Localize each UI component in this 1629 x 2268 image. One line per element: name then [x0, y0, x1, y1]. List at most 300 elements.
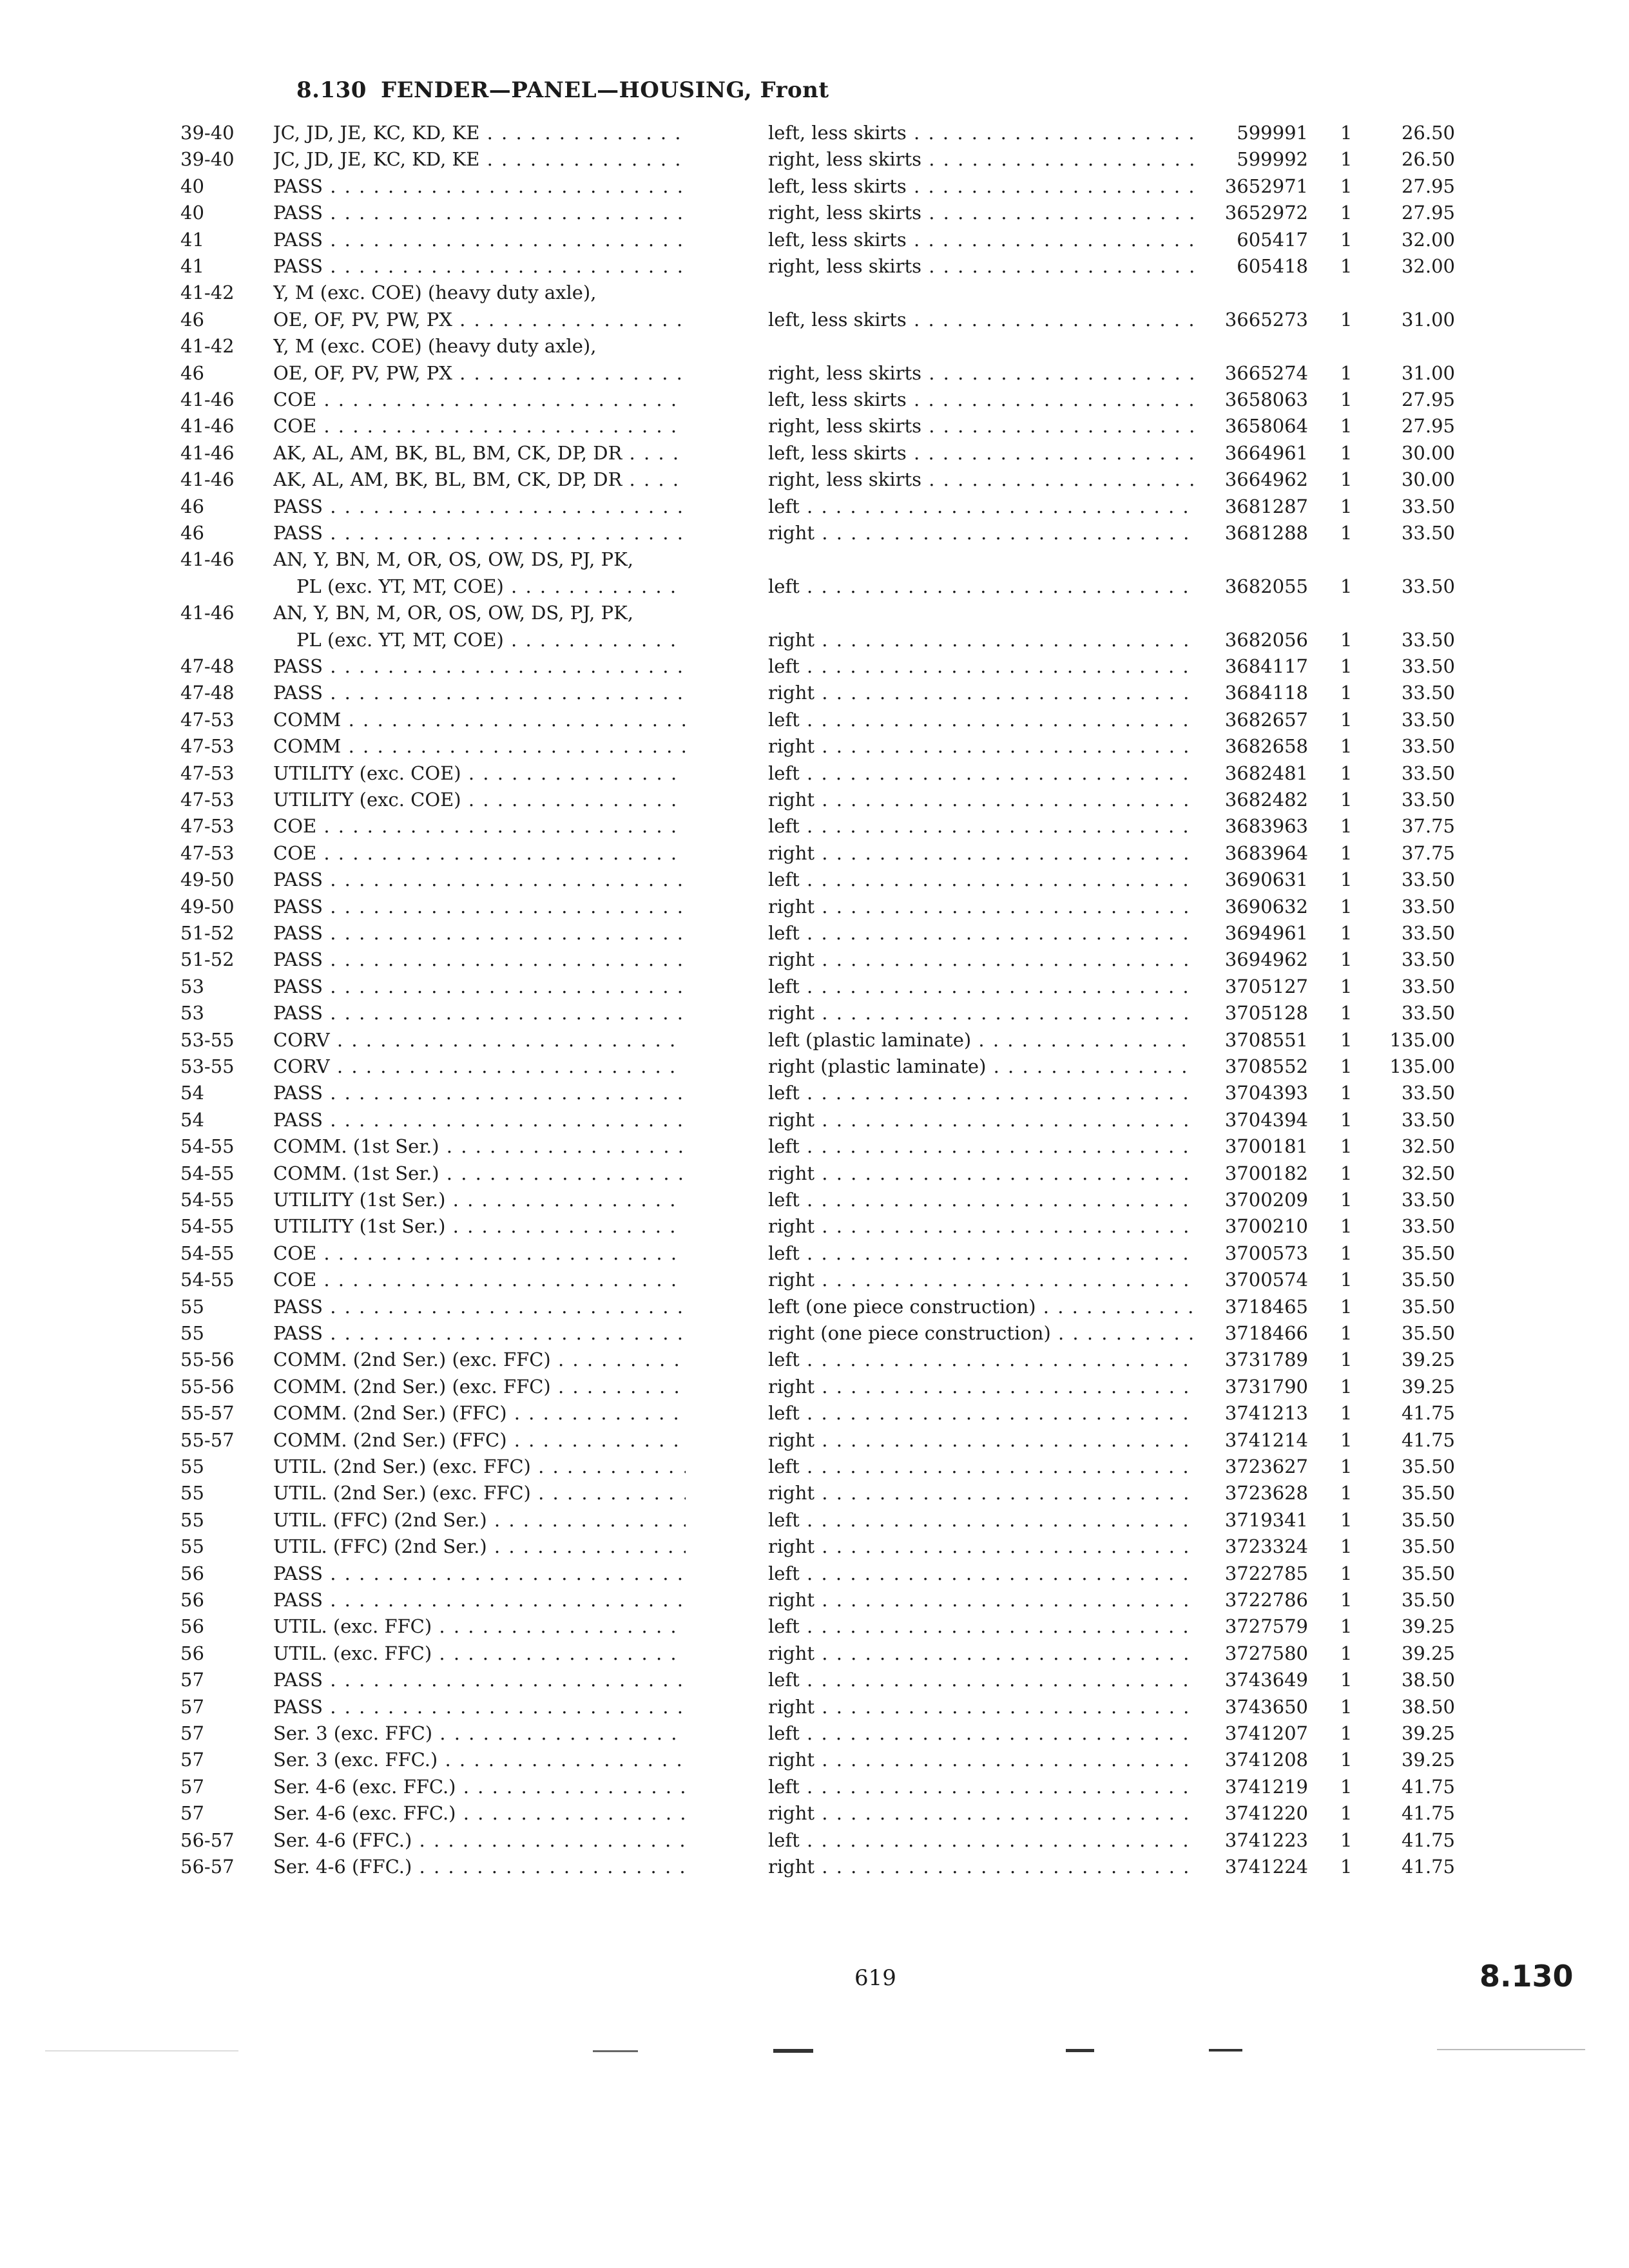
price-cell: 33.50: [1401, 1082, 1455, 1104]
leader-dots: [531, 1456, 686, 1477]
quantity-cell: 1: [1340, 495, 1353, 517]
table-row: [0, 814, 1629, 838]
model-text: PASS: [273, 1322, 323, 1344]
leader-dots: [341, 709, 686, 731]
part-number-cell: 605418: [1237, 255, 1308, 277]
price-cell: 35.50: [1401, 1589, 1455, 1611]
leader-dots: [800, 869, 1193, 890]
model-cell: [273, 1242, 686, 1265]
leader-dots: [815, 1589, 1193, 1611]
leader-dots: [921, 468, 1193, 490]
model-cell: [273, 334, 686, 358]
description-text: right: [768, 1482, 815, 1504]
model-text: PASS: [273, 1562, 323, 1584]
years-cell: 49-50: [180, 896, 235, 918]
table-row: [0, 521, 1629, 544]
model-text: PASS: [273, 682, 323, 704]
model-text: Y, M (exc. COE) (heavy duty axle),: [273, 282, 597, 303]
leader-dots: [815, 629, 1193, 651]
part-number-cell: 3658064: [1224, 415, 1308, 437]
description-cell: [768, 1722, 1193, 1745]
leader-dots: [907, 389, 1193, 410]
description-cell: [768, 1642, 1193, 1665]
table-row: [0, 121, 1629, 144]
quantity-cell: 1: [1340, 1562, 1353, 1584]
description-text: right: [768, 735, 815, 757]
leader-dots: [330, 1029, 686, 1051]
quantity-cell: 1: [1340, 229, 1353, 251]
leader-dots: [323, 1322, 686, 1344]
model-cell: [273, 1188, 686, 1211]
quantity-cell: 1: [1340, 1242, 1353, 1264]
description-cell: [768, 1428, 1193, 1452]
description-text: right, less skirts: [768, 415, 922, 437]
part-number-cell: 3705127: [1224, 975, 1308, 997]
price-cell: 39.25: [1401, 1349, 1455, 1370]
quantity-cell: 1: [1340, 202, 1353, 224]
price-cell: 39.25: [1401, 1642, 1455, 1664]
years-cell: 54-55: [180, 1269, 235, 1291]
part-number-cell: 3700182: [1224, 1162, 1308, 1184]
table-row: [0, 575, 1629, 598]
leader-dots: [815, 522, 1193, 544]
description-cell: [768, 1562, 1193, 1585]
model-text: PASS: [273, 1669, 323, 1691]
table-row: [0, 1668, 1629, 1691]
table-row: [0, 1802, 1629, 1825]
quantity-cell: 1: [1340, 1509, 1353, 1531]
description-text: left (plastic laminate): [768, 1029, 972, 1051]
model-cell: [273, 1775, 686, 1798]
model-text: COMM: [273, 735, 342, 757]
model-cell: [273, 1802, 686, 1825]
description-text: right: [768, 948, 815, 970]
part-number-cell: 3665274: [1224, 362, 1308, 384]
quantity-cell: 1: [1340, 735, 1353, 757]
leader-dots: [1036, 1296, 1193, 1318]
leader-dots: [323, 896, 686, 918]
quantity-cell: 1: [1340, 869, 1353, 890]
table-row: [0, 628, 1629, 651]
quantity-cell: 1: [1340, 1109, 1353, 1131]
model-text: PASS: [273, 1589, 323, 1611]
quantity-cell: 1: [1340, 789, 1353, 811]
leader-dots: [316, 389, 686, 410]
leader-dots: [316, 842, 686, 864]
leader-dots: [815, 1429, 1193, 1451]
model-cell: [273, 628, 686, 651]
years-cell: 54: [180, 1109, 204, 1131]
description-cell: [768, 1188, 1193, 1211]
price-cell: 32.00: [1401, 255, 1455, 277]
scan-mark: [773, 2049, 813, 2053]
model-text: JC, JD, JE, KC, KD, KE: [273, 148, 480, 170]
description-text: right: [768, 682, 815, 704]
leader-dots: [445, 1189, 686, 1211]
table-row: [0, 948, 1629, 971]
model-cell: [273, 1455, 686, 1478]
leader-dots: [815, 682, 1193, 704]
price-cell: 33.50: [1401, 575, 1455, 597]
years-cell: 54-55: [180, 1135, 235, 1157]
description-text: left: [768, 869, 800, 890]
years-cell: 54-55: [180, 1242, 235, 1264]
description-text: right: [768, 896, 815, 918]
table-row: [0, 1508, 1629, 1532]
description-text: right: [768, 1109, 815, 1131]
table-row: [0, 1001, 1629, 1024]
price-cell: 27.95: [1401, 389, 1455, 410]
model-cell: [273, 121, 686, 144]
price-cell: 33.50: [1401, 629, 1455, 651]
price-cell: 33.50: [1401, 762, 1455, 784]
model-text: COMM: [273, 709, 342, 731]
price-cell: 135.00: [1389, 1055, 1455, 1077]
leader-dots: [815, 1376, 1193, 1398]
model-text: PASS: [273, 975, 323, 997]
quantity-cell: 1: [1340, 1189, 1353, 1211]
description-cell: [768, 495, 1193, 518]
part-number-cell: 3708552: [1224, 1055, 1308, 1077]
model-cell: [273, 1135, 686, 1158]
years-cell: 39-40: [180, 148, 235, 170]
price-cell: 38.50: [1401, 1696, 1455, 1718]
description-text: left (one piece construction): [768, 1296, 1036, 1318]
model-cell: [273, 441, 686, 465]
description-cell: [768, 1375, 1193, 1398]
description-cell: [768, 201, 1193, 224]
price-cell: 33.50: [1401, 896, 1455, 918]
leader-dots: [921, 148, 1193, 170]
years-cell: 49-50: [180, 869, 235, 890]
years-cell: 55: [180, 1535, 204, 1557]
model-text: AN, Y, BN, M, OR, OS, OW, DS, PJ, PK,: [273, 548, 633, 570]
table-row: [0, 1055, 1629, 1078]
part-number-cell: 3665273: [1224, 309, 1308, 331]
price-cell: 39.25: [1401, 1722, 1455, 1744]
part-number-cell: 3705128: [1224, 1002, 1308, 1024]
description-text: right: [768, 1002, 815, 1024]
years-cell: 41: [180, 255, 204, 277]
table-row: [0, 1162, 1629, 1185]
years-cell: 41-46: [180, 415, 235, 437]
model-cell: [273, 148, 686, 171]
leader-dots: [971, 1029, 1193, 1051]
model-text: PASS: [273, 522, 323, 544]
model-text: COE: [273, 1269, 317, 1291]
description-cell: [768, 841, 1193, 865]
leader-dots: [323, 1562, 686, 1584]
price-cell: 31.00: [1401, 309, 1455, 331]
years-cell: 53: [180, 975, 204, 997]
leader-dots: [316, 815, 686, 837]
description-cell: [768, 868, 1193, 891]
price-cell: 32.50: [1401, 1162, 1455, 1184]
table-row: [0, 441, 1629, 465]
model-cell: [273, 1055, 686, 1078]
table-row: [0, 175, 1629, 198]
leader-dots: [815, 1535, 1193, 1557]
price-cell: 35.50: [1401, 1482, 1455, 1504]
model-text: PL (exc. YT, MT, COE): [296, 575, 504, 597]
quantity-cell: 1: [1340, 1402, 1353, 1424]
model-text: COE: [273, 815, 317, 837]
description-cell: [768, 1242, 1193, 1265]
description-text: right: [768, 1269, 815, 1291]
description-text: right: [768, 1802, 815, 1824]
model-text: Ser. 4-6 (FFC.): [273, 1856, 412, 1878]
years-cell: 56-57: [180, 1829, 235, 1851]
model-cell: [273, 1508, 686, 1532]
description-cell: [768, 1615, 1193, 1638]
quantity-cell: 1: [1340, 948, 1353, 970]
leader-dots: [815, 842, 1193, 864]
leader-dots: [800, 1722, 1193, 1744]
part-number-cell: 599992: [1237, 148, 1308, 170]
price-cell: 35.50: [1401, 1269, 1455, 1291]
leader-dots: [815, 1215, 1193, 1237]
table-row: [0, 1722, 1629, 1745]
price-cell: 41.75: [1401, 1402, 1455, 1424]
price-cell: 32.00: [1401, 229, 1455, 251]
table-row: [0, 1855, 1629, 1878]
years-cell: 46: [180, 495, 204, 517]
leader-dots: [800, 975, 1193, 997]
table-row: [0, 1642, 1629, 1665]
leader-dots: [800, 762, 1193, 784]
table-row: [0, 1268, 1629, 1291]
part-number-cell: 3741224: [1224, 1856, 1308, 1878]
part-number-cell: 3681287: [1224, 495, 1308, 517]
quantity-cell: 1: [1340, 1589, 1353, 1611]
model-text: Y, M (exc. COE) (heavy duty axle),: [273, 335, 597, 357]
leader-dots: [452, 362, 686, 384]
description-cell: [768, 681, 1193, 704]
table-row: [0, 1695, 1629, 1718]
quantity-cell: 1: [1340, 1135, 1353, 1157]
leader-dots: [323, 495, 686, 517]
section-heading: FENDER—PANEL—HOUSING, Front: [380, 77, 829, 103]
description-text: left, less skirts: [768, 389, 907, 410]
quantity-cell: 1: [1340, 842, 1353, 864]
price-cell: 135.00: [1389, 1029, 1455, 1051]
price-cell: 27.95: [1401, 202, 1455, 224]
model-cell: [273, 1829, 686, 1852]
part-number-cell: 3727579: [1224, 1615, 1308, 1637]
leader-dots: [800, 655, 1193, 677]
years-cell: 41-46: [180, 468, 235, 490]
price-cell: 33.50: [1401, 682, 1455, 704]
description-text: left, less skirts: [768, 229, 907, 251]
leader-dots: [800, 1402, 1193, 1424]
price-cell: 35.50: [1401, 1296, 1455, 1318]
leader-dots: [507, 1402, 686, 1424]
description-cell: [768, 1135, 1193, 1158]
model-cell: [273, 521, 686, 544]
table-row: [0, 1028, 1629, 1052]
description-cell: [768, 948, 1193, 971]
leader-dots: [507, 1429, 686, 1451]
years-cell: 41-46: [180, 602, 235, 624]
part-number-cell: 3682657: [1224, 709, 1308, 731]
price-cell: 26.50: [1401, 148, 1455, 170]
table-row: [0, 655, 1629, 678]
model-cell: [273, 841, 686, 865]
part-number-cell: 3704393: [1224, 1082, 1308, 1104]
quantity-cell: 1: [1340, 1082, 1353, 1104]
part-number-cell: 3741219: [1224, 1776, 1308, 1798]
description-text: left: [768, 1189, 800, 1211]
part-number-cell: 3658063: [1224, 389, 1308, 410]
leader-dots: [800, 1562, 1193, 1584]
model-text: AK, AL, AM, BK, BL, BM, CK, DP, DR: [273, 442, 622, 464]
price-cell: 33.50: [1401, 922, 1455, 944]
part-number-cell: 3682658: [1224, 735, 1308, 757]
model-text: Ser. 4-6 (exc. FFC.): [273, 1776, 456, 1798]
leader-dots: [323, 1082, 686, 1104]
years-cell: 46: [180, 362, 204, 384]
description-cell: [768, 255, 1193, 278]
quantity-cell: 1: [1340, 1669, 1353, 1691]
leader-dots: [1051, 1322, 1193, 1344]
model-cell: [273, 601, 686, 624]
leader-dots: [341, 735, 686, 757]
quantity-cell: 1: [1340, 709, 1353, 731]
leader-dots: [921, 255, 1193, 277]
part-number-cell: 3664962: [1224, 468, 1308, 490]
description-cell: [768, 575, 1193, 598]
part-number-cell: 3741223: [1224, 1829, 1308, 1851]
quantity-cell: 1: [1340, 1482, 1353, 1504]
years-cell: 40: [180, 175, 204, 197]
description-text: left: [768, 655, 800, 677]
leader-dots: [921, 415, 1193, 437]
description-cell: [768, 1829, 1193, 1852]
years-cell: 57: [180, 1669, 204, 1691]
leader-dots: [800, 495, 1193, 517]
quantity-cell: 1: [1340, 1776, 1353, 1798]
leader-dots: [323, 522, 686, 544]
quantity-cell: 1: [1340, 896, 1353, 918]
leader-dots: [800, 1509, 1193, 1531]
years-cell: 53-55: [180, 1055, 235, 1077]
description-cell: [768, 1508, 1193, 1532]
price-cell: 30.00: [1401, 468, 1455, 490]
part-number-cell: 3704394: [1224, 1109, 1308, 1131]
price-cell: 39.25: [1401, 1615, 1455, 1637]
years-cell: 53: [180, 1002, 204, 1024]
description-cell: [768, 1348, 1193, 1371]
leader-dots: [622, 442, 686, 464]
quantity-cell: 1: [1340, 1162, 1353, 1184]
years-cell: 54: [180, 1082, 204, 1104]
part-number-cell: 3684117: [1224, 655, 1308, 677]
description-text: left: [768, 1829, 800, 1851]
description-cell: [768, 735, 1193, 758]
leader-dots: [452, 309, 686, 331]
description-text: right: [768, 1589, 815, 1611]
model-text: PASS: [273, 1696, 323, 1718]
model-cell: [273, 788, 686, 811]
part-number-cell: 3700573: [1224, 1242, 1308, 1264]
scan-mark: [45, 2050, 238, 2052]
leader-dots: [456, 1776, 686, 1798]
part-number-cell: 3700574: [1224, 1269, 1308, 1291]
table-row: [0, 1108, 1629, 1131]
leader-dots: [461, 789, 686, 811]
quantity-cell: 1: [1340, 1456, 1353, 1477]
model-text: UTIL. (2nd Ser.) (exc. FFC): [273, 1482, 531, 1504]
model-text: PL (exc. YT, MT, COE): [296, 629, 504, 651]
table-row: [0, 708, 1629, 731]
price-cell: 27.95: [1401, 415, 1455, 437]
quantity-cell: 1: [1340, 522, 1353, 544]
description-cell: [768, 1481, 1193, 1504]
part-number-cell: 3743649: [1224, 1669, 1308, 1691]
quantity-cell: 1: [1340, 575, 1353, 597]
model-cell: [273, 655, 686, 678]
years-cell: 40: [180, 202, 204, 224]
years-cell: 41-46: [180, 442, 235, 464]
model-cell: [273, 762, 686, 785]
description-text: right: [768, 1162, 815, 1184]
part-number-cell: 3682482: [1224, 789, 1308, 811]
table-row: [0, 334, 1629, 358]
quantity-cell: 1: [1340, 655, 1353, 677]
leader-dots: [323, 655, 686, 677]
price-cell: 35.50: [1401, 1535, 1455, 1557]
table-row: [0, 1562, 1629, 1585]
part-number-cell: 3690632: [1224, 896, 1308, 918]
part-number-cell: 3652971: [1224, 175, 1308, 197]
leader-dots: [432, 1642, 686, 1664]
part-number-cell: 3731789: [1224, 1349, 1308, 1370]
model-cell: [273, 1588, 686, 1611]
leader-dots: [316, 415, 686, 437]
years-cell: 55: [180, 1482, 204, 1504]
table-row: [0, 1135, 1629, 1158]
quantity-cell: 1: [1340, 1215, 1353, 1237]
quantity-cell: 1: [1340, 762, 1353, 784]
price-cell: 35.50: [1401, 1509, 1455, 1531]
leader-dots: [815, 1856, 1193, 1878]
description-cell: [768, 468, 1193, 491]
leader-dots: [815, 1696, 1193, 1718]
leader-dots: [815, 1162, 1193, 1184]
years-cell: 47-53: [180, 709, 235, 731]
model-cell: [273, 735, 686, 758]
description-text: right: [768, 1535, 815, 1557]
part-number-cell: 3718466: [1224, 1322, 1308, 1344]
quantity-cell: 1: [1340, 922, 1353, 944]
years-cell: 57: [180, 1802, 204, 1824]
model-text: PASS: [273, 896, 323, 918]
price-cell: 33.50: [1401, 869, 1455, 890]
description-cell: [768, 1748, 1193, 1771]
part-number-cell: 3664961: [1224, 442, 1308, 464]
model-cell: [273, 1748, 686, 1771]
table-row: [0, 1775, 1629, 1798]
model-cell: [273, 495, 686, 518]
part-number-cell: 3718465: [1224, 1296, 1308, 1318]
model-cell: [273, 1855, 686, 1878]
model-text: Ser. 4-6 (FFC.): [273, 1829, 412, 1851]
price-cell: 33.50: [1401, 948, 1455, 970]
leader-dots: [432, 1722, 686, 1744]
description-cell: [768, 1028, 1193, 1052]
description-cell: [768, 814, 1193, 838]
quantity-cell: 1: [1340, 1002, 1353, 1024]
